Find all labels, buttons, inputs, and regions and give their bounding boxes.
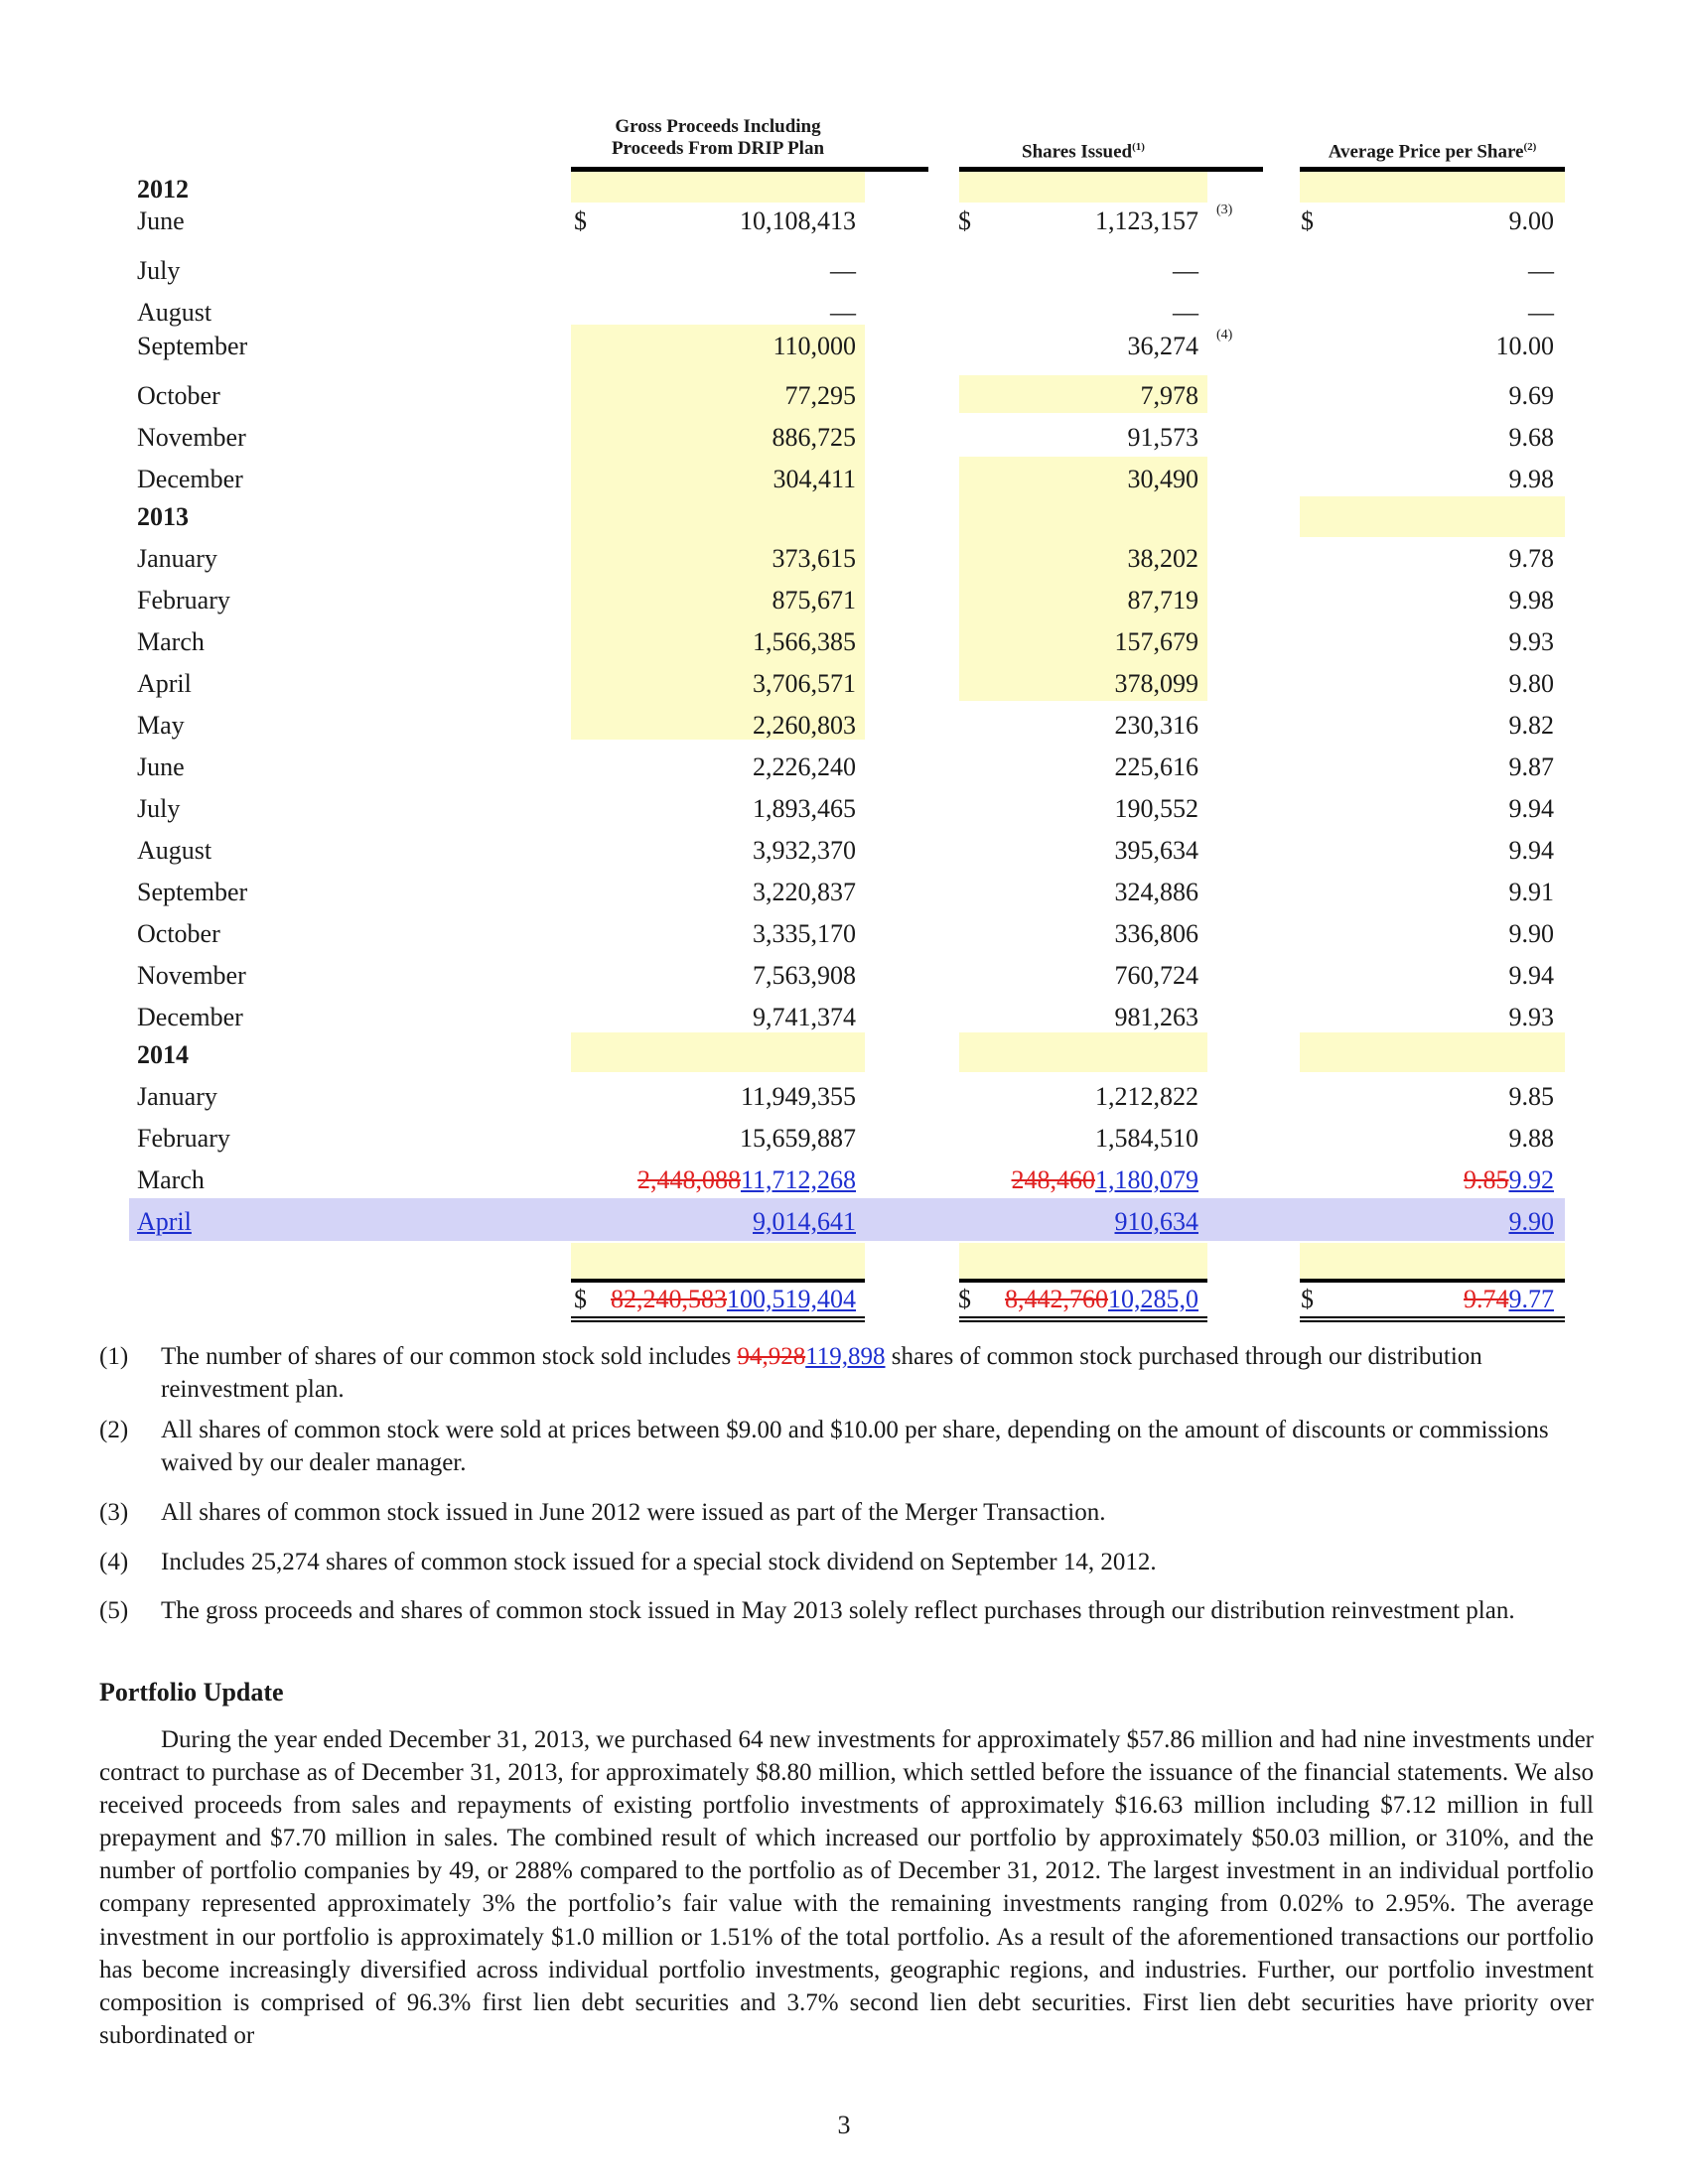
proceeds-value: 3,335,170 [753, 919, 856, 948]
footnote-text [161, 1340, 1581, 1406]
month-label: May [137, 711, 185, 740]
month-label: September [137, 332, 248, 360]
currency-symbol: $ [574, 1285, 587, 1313]
price-value: 9.94 [1508, 794, 1554, 823]
footnote [99, 1496, 1569, 1529]
table-row [0, 375, 1688, 415]
inserted-text: 9.77 [1508, 1285, 1554, 1313]
footnote-ref: (3) [1216, 203, 1233, 217]
month-label: August [137, 298, 212, 327]
footnote [99, 1340, 1569, 1406]
shares-value: 7,978 [1140, 381, 1198, 410]
price-value: 9.94 [1508, 836, 1554, 865]
table-row [0, 955, 1688, 995]
shares-value: 30,490 [1127, 465, 1198, 493]
proceeds-value: 10,108,413 [740, 206, 856, 235]
shares-value: 395,634 [1114, 836, 1198, 865]
deleted-text: 9.85 [1464, 1165, 1509, 1194]
month-label: June [137, 752, 185, 781]
month-label: November [137, 961, 246, 990]
footnote-text-part: shares of common stock purchased through our distribution reinvestment plan. [161, 1343, 1482, 1403]
total-double-rule [959, 1316, 1207, 1322]
month-label: September [137, 878, 248, 906]
shares-value: 981,263 [1114, 1003, 1198, 1031]
proceeds-value: 2,260,803 [753, 711, 856, 740]
shares-value: — [1173, 298, 1198, 327]
footnote-number: (2) [99, 1417, 129, 1443]
month-label: April [137, 1207, 192, 1236]
month-label: January [137, 544, 217, 573]
table-row [0, 705, 1688, 745]
column-header-shares [959, 136, 1207, 163]
table-row [0, 1201, 1688, 1241]
total-double-rule [571, 1316, 865, 1322]
shares-value [1012, 1165, 1199, 1195]
footnote [99, 1414, 1569, 1479]
footnote-text: All shares of common stock issued in June 2012 were issued as part of the Merger Transaction. [161, 1499, 1106, 1526]
shares-value: 910,634 [1114, 1207, 1198, 1236]
inserted-text: 1,180,079 [1095, 1165, 1198, 1194]
footnote-ref: (4) [1216, 328, 1233, 342]
price-value: 9.82 [1508, 711, 1554, 740]
proceeds-value: 2,226,240 [753, 752, 856, 781]
currency-symbol: $ [1301, 1285, 1314, 1313]
table-row [0, 580, 1688, 619]
price-value: 9.98 [1508, 465, 1554, 493]
footnote [99, 1594, 1569, 1660]
footnote-text: Includes 25,274 shares of common stock issued for a special stock dividend on September 14, 2012. [161, 1549, 1157, 1575]
month-label: December [137, 1003, 243, 1031]
highlight-block [571, 1243, 865, 1279]
table-row [0, 1076, 1688, 1116]
footnote-text: The gross proceeds and shares of common stock issued in May 2013 solely reflect purchases through our distribution reinvestment plan. [161, 1597, 1515, 1624]
paragraph-text: During the year ended December 31, 2013, we purchased 64 new investments for approximately $57.86 million and had nine investments under contract to purchase as of December 31, 2013, for approximately $8.80 million, which settled before the issuance of the financial statements. We also received proceeds from sales and repayments of existing portfolio investments of approximately $16.63 million including $7.12 million in full prepayment and $7.70 million in sales. The combined result of which increased our portfolio by approximately $50.03 million, or 310%, and the number of portfolio companies by 49, or 288% compared to the portfolio as of December 31, 2012. The largest investment in an individual portfolio company represented approximately 3% the portfolio’s fair value with the remaining investments ranging from 0.02% to 2.95%. The average investment in our portfolio is approximately $1.0 million or 1.51% of the total portfolio. As a result of the aforementioned transactions our portfolio has become increasingly diversified across individual portfolio investments, geographic regions, and industries. Further, our portfolio investment composition is comprised of 96.3% first lien debt securities and 3.7% second lien debt securities. First lien debt securities have priority over subordinated or [99, 1726, 1594, 2049]
proceeds-value: 875,671 [772, 586, 856, 614]
deleted-text: 8,442,760 [1005, 1285, 1108, 1313]
proceeds-value: 304,411 [773, 465, 856, 493]
total-double-rule [1300, 1316, 1565, 1322]
proceeds-value: — [830, 256, 856, 285]
proceeds-value: 886,725 [772, 423, 856, 452]
month-label: July [137, 794, 181, 823]
year-label: 2012 [137, 175, 189, 204]
proceeds-value: 110,000 [773, 332, 856, 360]
section-heading: Portfolio Update [99, 1678, 284, 1706]
table-row [0, 747, 1688, 786]
proceeds-value: 373,615 [772, 544, 856, 573]
footnote-number: (4) [99, 1549, 129, 1575]
shares-value: 87,719 [1127, 586, 1198, 614]
column-header-line: Gross Proceeds Including [615, 116, 821, 137]
inserted-text: 100,519,404 [727, 1285, 856, 1313]
highlight-block [1300, 1243, 1565, 1279]
shares-value: 1,584,510 [1095, 1124, 1198, 1153]
column-header-text: Average Price per Share [1328, 141, 1524, 163]
currency-symbol: $ [574, 206, 587, 235]
shares-value: — [1173, 256, 1198, 285]
shares-value: 190,552 [1114, 794, 1198, 823]
shares-value: 378,099 [1114, 669, 1198, 698]
footnote-text-part: The number of shares of our common stock sold includes [161, 1343, 738, 1370]
table-row [0, 417, 1688, 457]
shares-value: 225,616 [1114, 752, 1198, 781]
inserted-text: 9.92 [1508, 1165, 1554, 1194]
price-value: — [1528, 298, 1554, 327]
price-value: 9.68 [1508, 423, 1554, 452]
proceeds-value: — [830, 298, 856, 327]
column-header-text: Shares Issued [1022, 141, 1133, 163]
month-label: October [137, 919, 220, 948]
table-row [0, 201, 1688, 240]
footnote-number: (1) [99, 1343, 129, 1370]
month-label: July [137, 256, 181, 285]
total-shares [1005, 1285, 1198, 1314]
currency-symbol: $ [958, 206, 971, 235]
price-value: 9.91 [1508, 878, 1554, 906]
footnote-number: (5) [99, 1597, 129, 1624]
table-row [0, 663, 1688, 703]
proceeds-value: 77,295 [784, 381, 856, 410]
page-number: 3 [837, 2111, 851, 2139]
shares-value: 157,679 [1114, 627, 1198, 656]
price-value: 9.94 [1508, 961, 1554, 990]
inserted-text: 119,898 [805, 1343, 886, 1370]
shares-value: 36,274 [1127, 332, 1198, 360]
table-row [0, 830, 1688, 870]
price-value [1464, 1165, 1554, 1195]
column-header-price [1300, 136, 1565, 163]
proceeds-value: 3,932,370 [753, 836, 856, 865]
price-value: 9.88 [1508, 1124, 1554, 1153]
month-label: August [137, 836, 212, 865]
footnote-number: (3) [99, 1499, 129, 1526]
deleted-text: 94,928 [737, 1343, 806, 1370]
month-label: April [137, 669, 192, 698]
footnote-ref: (1) [1132, 141, 1145, 153]
currency-symbol: $ [958, 1285, 971, 1313]
table-row [0, 872, 1688, 911]
table-row [0, 1160, 1688, 1199]
body-paragraph [99, 1723, 1594, 2052]
inserted-text: 11,712,268 [740, 1165, 856, 1194]
month-label: November [137, 423, 246, 452]
shares-value: 38,202 [1127, 544, 1198, 573]
footnote-text: All shares of common stock were sold at prices between $9.00 and $10.00 per share, depending on the amount of discounts or commissions waived by our dealer manager. [161, 1417, 1549, 1476]
shares-value: 336,806 [1114, 919, 1198, 948]
shares-value: 230,316 [1114, 711, 1198, 740]
proceeds-value: 15,659,887 [740, 1124, 856, 1153]
month-label: October [137, 381, 220, 410]
shares-value: 324,886 [1114, 878, 1198, 906]
shares-value: 91,573 [1127, 423, 1198, 452]
month-label: January [137, 1082, 217, 1111]
price-value: 9.93 [1508, 627, 1554, 656]
price-value: 9.98 [1508, 586, 1554, 614]
currency-symbol: $ [1301, 206, 1314, 235]
year-row [0, 1034, 1688, 1074]
month-label: February [137, 586, 230, 614]
month-label: December [137, 465, 243, 493]
table-row [0, 459, 1688, 498]
month-label: June [137, 206, 185, 235]
table-row [0, 326, 1688, 365]
inserted-text: 10,285,0 [1108, 1285, 1198, 1313]
month-label: March [137, 627, 205, 656]
price-value: 9.80 [1508, 669, 1554, 698]
proceeds-value: 1,566,385 [753, 627, 856, 656]
footnote [99, 1546, 1569, 1578]
totals-row [0, 1279, 1688, 1318]
table-row [0, 1118, 1688, 1158]
proceeds-value: 3,220,837 [753, 878, 856, 906]
total-proceeds [611, 1285, 856, 1314]
shares-value: 1,123,157 [1095, 206, 1198, 235]
column-header-proceeds [571, 116, 865, 160]
deleted-text: 248,460 [1011, 1165, 1095, 1194]
year-label: 2013 [137, 502, 189, 531]
table-row [0, 997, 1688, 1036]
deleted-text: 2,448,088 [636, 1165, 741, 1194]
year-label: 2014 [137, 1040, 189, 1069]
price-value: 9.93 [1508, 1003, 1554, 1031]
total-price [1464, 1285, 1554, 1314]
price-value: — [1528, 256, 1554, 285]
price-value: 9.90 [1508, 919, 1554, 948]
price-value: 9.00 [1508, 206, 1554, 235]
table-row [0, 621, 1688, 661]
column-header-line: Proceeds From DRIP Plan [611, 138, 825, 159]
deleted-text: 82,240,583 [611, 1285, 727, 1313]
deleted-text: 9.74 [1464, 1285, 1509, 1313]
proceeds-value [637, 1165, 856, 1195]
table-row [0, 538, 1688, 578]
table-row [0, 913, 1688, 953]
proceeds-value: 11,949,355 [740, 1082, 856, 1111]
proceeds-value: 9,741,374 [753, 1003, 856, 1031]
proceeds-value: 9,014,641 [753, 1207, 856, 1236]
shares-value: 1,212,822 [1095, 1082, 1198, 1111]
month-label: February [137, 1124, 230, 1153]
price-value: 9.90 [1508, 1207, 1554, 1236]
month-label: March [137, 1165, 205, 1194]
price-value: 9.85 [1508, 1082, 1554, 1111]
price-value: 9.78 [1508, 544, 1554, 573]
footnote-ref: (2) [1523, 141, 1537, 153]
proceeds-value: 1,893,465 [753, 794, 856, 823]
proceeds-value: 7,563,908 [753, 961, 856, 990]
table-row [0, 250, 1688, 290]
highlight-block [959, 1243, 1207, 1279]
price-value: 9.69 [1508, 381, 1554, 410]
price-value: 10.00 [1495, 332, 1554, 360]
price-value: 9.87 [1508, 752, 1554, 781]
shares-value: 760,724 [1114, 961, 1198, 990]
year-row [0, 496, 1688, 536]
proceeds-value: 3,706,571 [753, 669, 856, 698]
table-row [0, 788, 1688, 828]
